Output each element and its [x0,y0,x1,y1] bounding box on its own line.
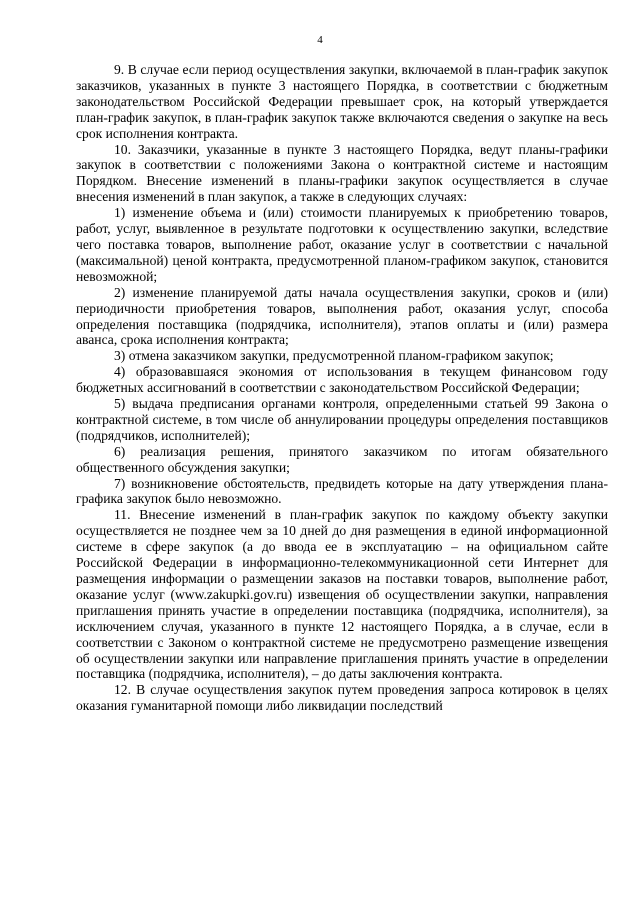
document-body [76,62,608,714]
list-item-3: 3) отмена заказчиком закупки, предусмотренной планом-графиком закупок; [114,348,554,364]
paragraph-9: 9. В случае если период осуществления закупки, включаемой в план-график закупок заказчиков, указанных в пункте 3 настоящего Порядка, в соответствии с бюджетным законодательством Российской Федерации превышает срок, на который утверждается план-график закупок, в план-график закупок также включаются сведения о закупке на весь срок исполнения контракта. [76,62,608,141]
paragraph-11: 11. Внесение изменений в план-график закупок по каждому объекту закупки осуществляется не позднее чем за 10 дней до дня размещения в единой информационной системе в сфере закупок (а до ввода ее в эксплуатацию – на официальном сайте Российской Федерации в информационно-телекоммуникационной сети Интернет для размещения информации о размещении заказов на поставки товаров, выполнение работ, оказание услуг (www.zakupki.gov.ru) извещения об осуществлении закупки, направления приглашения принять участие в определении поставщика (подрядчика, исполнителя), за исключением случая, указанного в пункте 12 настоящего Порядка, а в случае, если в соответствии с Законом о контрактной системе не предусмотрено размещение извещения об осуществлении закупки или направление приглашения принять участие в определении поставщика (подрядчика, исполнителя), – до даты заключения контракта. [76,507,608,682]
list-item-6: 6) реализация решения, принятого заказчиком по итогам обязательного общественного обсуждения закупки; [76,443,608,475]
paragraph-10: 10. Заказчики, указанные в пункте 3 настоящего Порядка, ведут планы-графики закупок в соответствии с положениями Закона о контрактной системе и настоящим Порядком. Внесение изменений в планы-графики закупок осуществляется в случае внесения изменений в план закупок, а также в следующих случаях: [76,141,608,205]
list-item-1: 1) изменение объема и (или) стоимости планируемых к приобретению товаров, работ, услуг, выявленное в результате подготовки к осуществлению закупки, вследствие чего поставка товаров, выполнение работ, оказание услуг в соответствии с начальной (максимальной) ценой контракта, предусмотренной планом-графиком закупок, становится невозможной; [76,205,608,284]
paragraph-12: 12. В случае осуществления закупок путем проведения запроса котировок в целях оказания гуманитарной помощи либо ликвидации последствий [76,682,608,714]
list-item-4: 4) образовавшаяся экономия от использования в текущем финансовом году бюджетных ассигнований в соответствии с законодательством Российской Федерации; [76,364,608,396]
list-item-2: 2) изменение планируемой даты начала осуществления закупки, сроков и (или) периодичности приобретения товаров, выполнения работ, оказания услуг, способа определения поставщика (подрядчика, исполнителя), этапов оплаты и (или) размера аванса, срока исполнения контракта; [76,284,608,348]
list-item-5: 5) выдача предписания органами контроля, определенными статьей 99 Закона о контрактной системе, в том числе об аннулировании процедуры определения поставщиков (подрядчиков, исполнителей); [76,396,608,443]
page-number: 4 [317,34,323,46]
list-item-7: 7) возникновение обстоятельств, предвидеть которые на дату утверждения плана-графика закупок было невозможно. [76,475,608,507]
